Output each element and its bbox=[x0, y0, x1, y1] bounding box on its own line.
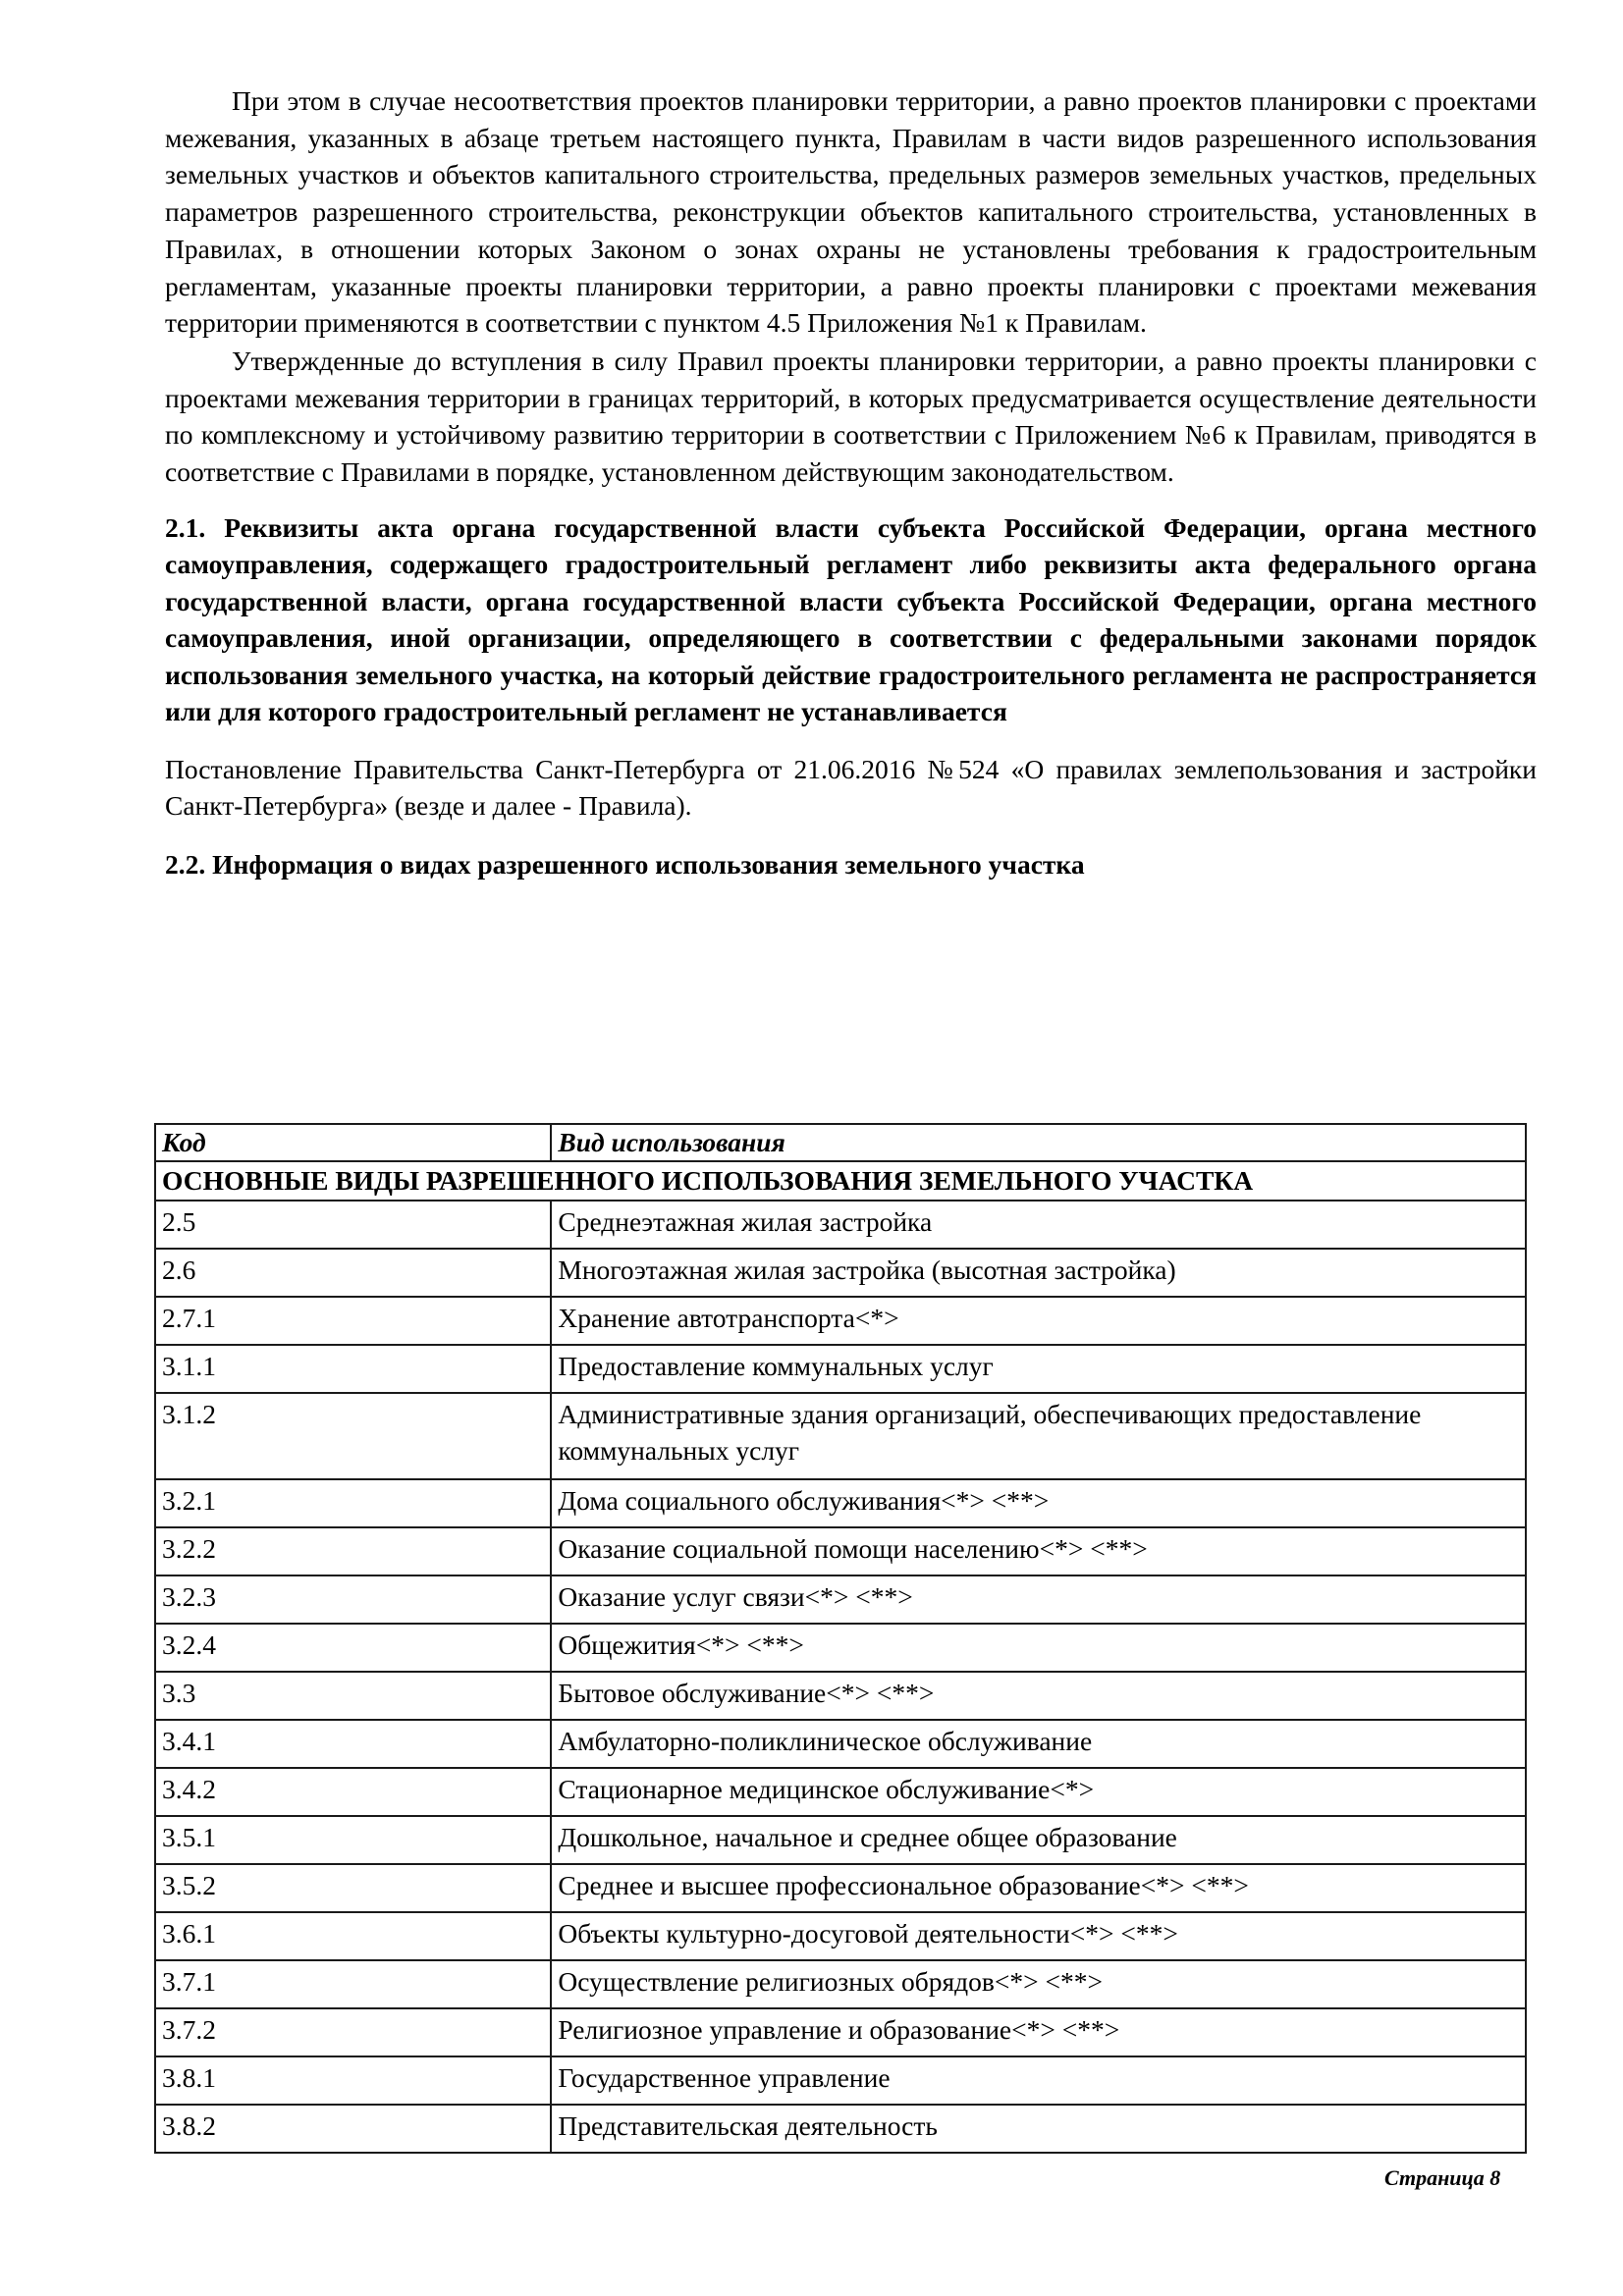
cell-code: 2.7.1 bbox=[155, 1297, 551, 1345]
cell-use: Бытовое обслуживание<*> <**> bbox=[551, 1672, 1526, 1720]
land-use-table bbox=[154, 1123, 1527, 2154]
cell-code: 3.7.2 bbox=[155, 2008, 551, 2056]
cell-use: Амбулаторно-поликлиническое обслуживание bbox=[551, 1720, 1526, 1768]
section-title: ОСНОВНЫЕ ВИДЫ РАЗРЕШЕННОГО ИСПОЛЬЗОВАНИЯ ЗЕМЕЛЬНОГО УЧАСТКА bbox=[155, 1161, 1526, 1201]
cell-code: 3.8.1 bbox=[155, 2056, 551, 2105]
table-row bbox=[155, 1575, 1526, 1624]
table-row bbox=[155, 1720, 1526, 1768]
table-row bbox=[155, 1249, 1526, 1297]
cell-code: 3.6.1 bbox=[155, 1912, 551, 1960]
document-page bbox=[165, 82, 1537, 883]
table-row bbox=[155, 1345, 1526, 1393]
table-row bbox=[155, 1201, 1526, 1249]
column-header-code: Код bbox=[155, 1124, 551, 1161]
cell-code: 3.1.1 bbox=[155, 1345, 551, 1393]
cell-use: Объекты культурно-досуговой деятельности<*> <**> bbox=[551, 1912, 1526, 1960]
cell-use: Дома социального обслуживания<*> <**> bbox=[551, 1479, 1526, 1527]
table-row bbox=[155, 1479, 1526, 1527]
table-row bbox=[155, 1816, 1526, 1864]
cell-use: Государственное управление bbox=[551, 2056, 1526, 2105]
cell-code: 3.4.1 bbox=[155, 1720, 551, 1768]
cell-use: Представительская деятельность bbox=[551, 2105, 1526, 2153]
cell-use: Оказание услуг связи<*> <**> bbox=[551, 1575, 1526, 1624]
cell-use: Среднеэтажная жилая застройка bbox=[551, 1201, 1526, 1249]
table-header-row bbox=[155, 1124, 1526, 1161]
table-row bbox=[155, 1912, 1526, 1960]
cell-code: 3.2.4 bbox=[155, 1624, 551, 1672]
table-row bbox=[155, 1864, 1526, 1912]
table-row bbox=[155, 1624, 1526, 1672]
cell-use: Административные здания организаций, обеспечивающих предоставление коммунальных услуг bbox=[551, 1393, 1526, 1479]
section-2-2-heading: 2.2. Информация о видах разрешенного использования земельного участка bbox=[165, 849, 1085, 881]
page-number: Страница 8 bbox=[1384, 2165, 1501, 2190]
cell-use: Многоэтажная жилая застройка (высотная застройка) bbox=[551, 1249, 1526, 1297]
table-row bbox=[155, 1527, 1526, 1575]
body-paragraph-2: Утвержденные до вступления в силу Правил проекты планировки территории, а равно проекты планировки с проектами межевания территории в границах территорий, в которых предусматривается осуществление деятельности по комплексному и устойчивому развитию территории в соответствии с Приложением №6 к Правилам, приводятся в соответствие с Правилами в порядке, установленном действующим законодательством. bbox=[165, 345, 1537, 488]
body-paragraph-1: При этом в случае несоответствия проектов планировки территории, а равно проектов планировки с проектами межевания, указанных в абзаце третьем настоящего пункта, Правилам в части видов разрешенного использования земельных участков и объектов капитального строительства, предельных размеров земельных участков, предельных параметров разрешенного строительства, реконструкции объектов капитального строительства, установленных в Правилах, в отношении которых Законом о зонах охраны не установлены требования к градостроительным регламентам, указанные проекты планировки территории, а равно проекты планировки с проектами межевания территории применяются в соответствии с пунктом 4.5 Приложения №1 к Правилам. bbox=[165, 85, 1537, 339]
table-section-row bbox=[155, 1161, 1526, 1201]
cell-use: Предоставление коммунальных услуг bbox=[551, 1345, 1526, 1393]
table-row bbox=[155, 1393, 1526, 1479]
table-row bbox=[155, 1297, 1526, 1345]
table-row bbox=[155, 1768, 1526, 1816]
table-row bbox=[155, 2056, 1526, 2105]
cell-code: 2.6 bbox=[155, 1249, 551, 1297]
cell-use: Оказание социальной помощи населению<*> <**> bbox=[551, 1527, 1526, 1575]
table-row bbox=[155, 1672, 1526, 1720]
cell-code: 3.7.1 bbox=[155, 1960, 551, 2008]
table-row bbox=[155, 1960, 1526, 2008]
cell-code: 3.5.1 bbox=[155, 1816, 551, 1864]
section-2-1-text: Постановление Правительства Санкт-Петербурга от 21.06.2016 №524 «О правилах землепользования и застройки Санкт-Петербурга» (везде и далее - Правила). bbox=[165, 753, 1537, 822]
table-row bbox=[155, 2008, 1526, 2056]
cell-use: Хранение автотранспорта<*> bbox=[551, 1297, 1526, 1345]
cell-code: 3.4.2 bbox=[155, 1768, 551, 1816]
cell-code: 3.2.3 bbox=[155, 1575, 551, 1624]
table-row bbox=[155, 2105, 1526, 2153]
cell-use: Дошкольное, начальное и среднее общее образование bbox=[551, 1816, 1526, 1864]
cell-use: Среднее и высшее профессиональное образование<*> <**> bbox=[551, 1864, 1526, 1912]
cell-code: 3.3 bbox=[155, 1672, 551, 1720]
cell-code: 3.1.2 bbox=[155, 1393, 551, 1479]
cell-code: 2.5 bbox=[155, 1201, 551, 1249]
cell-use: Осуществление религиозных обрядов<*> <**> bbox=[551, 1960, 1526, 2008]
cell-code: 3.2.1 bbox=[155, 1479, 551, 1527]
cell-use: Религиозное управление и образование<*> <**> bbox=[551, 2008, 1526, 2056]
cell-code: 3.2.2 bbox=[155, 1527, 551, 1575]
cell-use: Стационарное медицинское обслуживание<*> bbox=[551, 1768, 1526, 1816]
cell-code: 3.8.2 bbox=[155, 2105, 551, 2153]
section-2-1-heading: 2.1. Реквизиты акта органа государственной власти субъекта Российской Федерации, органа местного самоуправления, содержащего градостроительный регламент либо реквизиты акта федерального органа государственной власти, органа государственной власти субъекта Российской Федерации, органа местного самоуправления, иной организации, определяющего в соответствии с федеральными законами порядок использования земельного участка, на который действие градостроительного регламента не распространяется или для которого градостроительный регламент не устанавливается bbox=[165, 511, 1537, 727]
cell-code: 3.5.2 bbox=[155, 1864, 551, 1912]
column-header-use: Вид использования bbox=[551, 1124, 1526, 1161]
cell-use: Общежития<*> <**> bbox=[551, 1624, 1526, 1672]
